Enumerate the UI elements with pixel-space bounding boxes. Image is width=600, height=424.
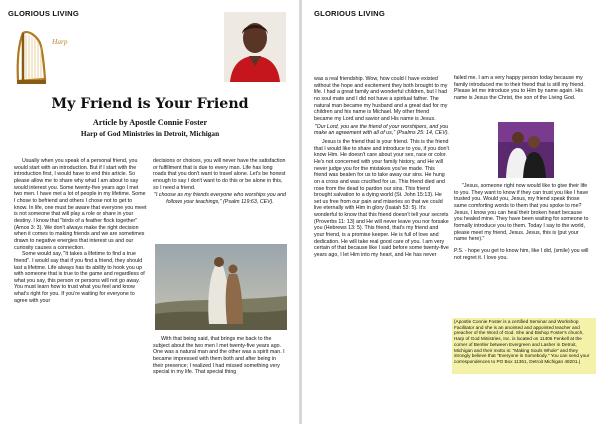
paragraph: "Jesus, someone right now would like to give their life to you. They want to know if they can trust you like I have trusted you. Would you, Jesus, my friend speak those same comforting words to them that you spoke to me? Jesus, I know you can heal their broken heart because you healed mine. They have been waiting for someone to formally introduce you to them. Today I say to the world, please meet my friend, Jesus. Jesus, this is (put your name here).": [454, 183, 589, 243]
article-column-1: [14, 158, 147, 304]
page-header: GLORIOUS LIVING: [314, 9, 385, 18]
author-bio-box: (Apostle Connie Foster is a certified Seminar and Workshop Facilitator and she is an anointed and appointed teacher and preacher of the Word of God. She and Bishop Foster's church, Harp of God Ministries, Inc. is located on 11406 Fenkell at the corner of Bentler between Evergreen and Lasher in Detroit, Michigan and their motto is: "Making Souls Whole" and they strongly believe that "Everyone is Somebody." You can send your correspondences to PO Box 11361, Detroit Michigan 48201.): [452, 318, 596, 374]
paragraph: Some would say, "It takes a lifetime to find a true friend". I would say that if you find a friend, they should last a lifetime. Life always has its ability to hook you up with someone that is true to the game and regardless of what you say, this person or persons will not go away. You must learn how to trust what you feel and know what's right for you. If you're waiting for everyone to agree with your: [14, 251, 145, 304]
article-column-4-top: [454, 75, 592, 102]
paragraph: decisions or choices, you will never have the satisfaction or fulfillment that is due to every man. Life has long roads that you don't want to travel alone. Let's be honest enough to say I don't want to do this or be alone in this, so I need a friend.: [153, 158, 286, 191]
byline-ministry: Harp of God Ministries in Detroit, Michigan: [80, 129, 220, 138]
page-header: GLORIOUS LIVING: [8, 9, 79, 18]
paragraph: was a real friendship. Wow, how could I have existed without the hope and excitement they both brought to my life. I had a great family and wonderful children, but I had no soul mate and I did not have a spiritual father. The natural man became my husband and a great dad for my children and his name is Michael. My other friend became my Lord and savior and His name is Jesus.: [314, 76, 448, 122]
article-column-4-bottom: [454, 183, 592, 261]
paragraph: With that being said, that brings me back to the subject about the two men I met twenty-five years ago. One was a natural man and the other was a spirit man. I became impressed with them both and after being in their presence; I realized I had missed something very special in my life. That special thing: [153, 336, 285, 376]
scripture-quote: "Our Lord, you are the friend of your worshipers, and you make an agreement with all of us," (Psalms 25: 14, CEV).: [314, 123, 449, 137]
article-title: My Friend is Your Friend: [51, 96, 249, 112]
right-page: [302, 0, 600, 424]
jesus-walking-photo: [155, 244, 287, 330]
article-column-2-top: [153, 158, 287, 208]
paragraph: Usually when you speak of a personal friend, you would start with an introduction. But if I start with the introduction first, I would have to end this article. So please allow me to share why what I am about to say would interest you. Some twenty-five years ago I met two men. I have met a lot of people in my lifetime. Some I chose to befriend and others I chose not to get to know. In life, one must be aware that everyone you meet is not someone that will play a role or share in your destiny. I know that "birds of a feather flock together" (Amos 3: 3). We don't always make the right decision when it comes to making friends and we are sometimes drawn to negative energies that interest us and our curiosity causes a connection.: [14, 158, 147, 251]
paragraph: Jesus is the friend that is your friend. This is the friend that I would like to share and introduce to you, if you don't know Him. He doesn't care about your sex, race or color. He's not concerned with your family history, and He will never judge you for the mistakes you've made. This friend was beaten for us to take away our sins. He hung on a cross and was crucified for us. This friend died and rose from the dead to pardon our sins. This friend brought salvation to a dying world (St. John 15:13). He set us free from our pain and miseries so that we could live eternally with Him in glory (Isaiah 53: 5). It's wonderful to know that this friend doesn't tell your secrets (Proverbs 11: 13) and He will never leave you nor forsake you (Hebrews 13: 5). This friend, that's my friend and your friend, is a promise keeper. He is full of love and dedication. He will take real good care of you. I am very certain of that because like I said before some twenty-five years ago, I let Him into my heart, and He has never: [314, 138, 449, 259]
postscript: P.S. - hope you get to know him, like I did, (smile) you will not regret it. I love you.: [454, 247, 589, 261]
article-column-2-bottom: [153, 336, 287, 376]
paragraph: failed me. I am a very happy person today because my family introduced me to their friend that is still my friend. Please let me introduce you to Him by name again. His name is Jesus the Christ, the son of the Living God.: [454, 75, 585, 101]
harp-label: Harp: [52, 37, 68, 46]
scripture-quote: "I choose as my friends everyone who worships you and follows your teachings," (Psalm 119:63, CEV).: [153, 192, 287, 205]
article-column-3: [314, 76, 449, 259]
couple-photo: [498, 122, 554, 178]
harp-icon: [14, 27, 48, 85]
author-portrait: [224, 12, 286, 82]
byline-author: Article by Apostle Connie Foster: [92, 118, 208, 127]
